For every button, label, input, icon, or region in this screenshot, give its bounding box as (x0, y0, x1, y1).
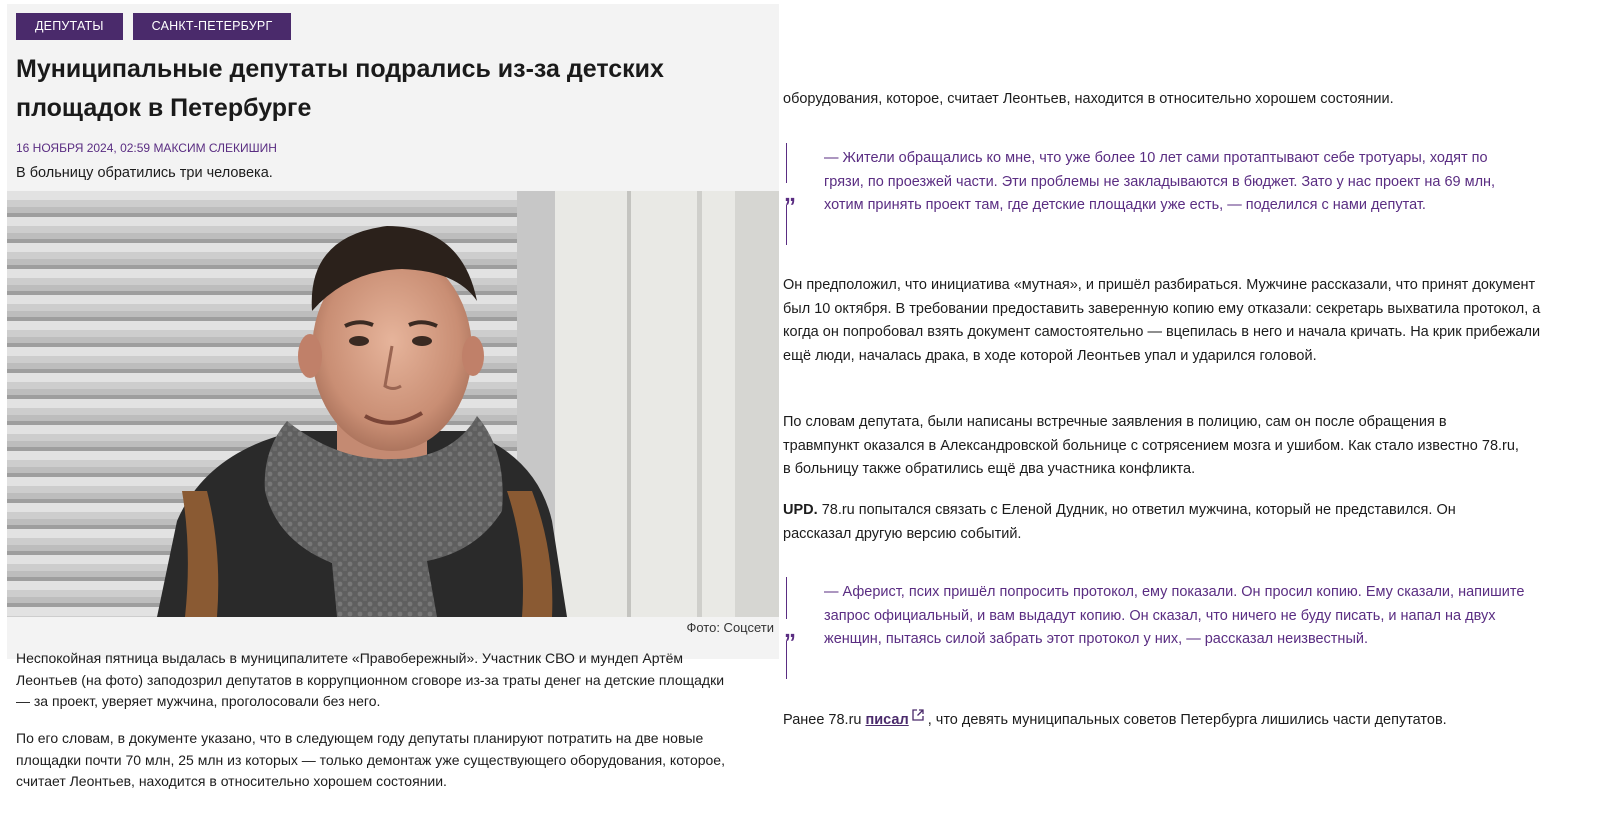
quote-text-1: — Жители обращались ко мне, что уже более 10 лет сами протаптывают себе тротуары, ходят по грязи, по проезжей части. Эти проблемы не закладываются в бюджет. Зато у нас проект на 69 млн, хотим принять проект там, где детские площадки уже есть, — поделился с нами депутат. (824, 150, 1496, 213)
article-header-panel (7, 4, 779, 659)
article-date: 16 НОЯБРЯ 2024, 02:59 (16, 141, 151, 155)
body-paragraph-4: По словам депутата, были написаны встречные заявления в полицию, сам он после обращения в травмпункт оказался в Александровской больнице с сотрясением мозга и ушибом. Как стало известно 78.ru, в больницу также обратились ещё два участника конфликта. (783, 414, 1519, 477)
quote-icon: „ (784, 180, 796, 207)
article-author[interactable]: МАКСИМ СЛЕКИШИН (153, 141, 277, 155)
earlier-suffix: , что девять муниципальных советов Петербурга лишились части депутатов. (927, 712, 1447, 728)
update-paragraph (783, 499, 1523, 546)
external-link-icon (912, 709, 924, 721)
earlier-prefix: Ранее 78.ru (783, 712, 862, 728)
article-lead: В больницу обратились три человека. (16, 165, 273, 181)
body-paragraph-3: Он предположил, что инициатива «мутная», и пришёл разбираться. Мужчине рассказали, что принят документ был 10 октября. В требовании предоставить заверенную копию ему отказали: секретарь выхватила протокол, а когда он попробовал взять документ самостоятельно — вцепилась в него и начала кричать. На крик прибежали ещё люди, началась драка, в ходе которой Леонтьев упал и ударился головой. (783, 277, 1541, 364)
quote-block-2 (786, 577, 1527, 679)
article-title: Муниципальные депутаты подрались из-за детских площадок в Петербурге (16, 55, 664, 122)
earlier-article-link[interactable]: писал (865, 712, 909, 728)
earlier-paragraph (783, 709, 1583, 733)
body-paragraph-2: По его словам, в документе указано, что в следующем году депутаты планируют потратить на две новые площадки почти 70 млн, 25 млн из которых — только демонтаж уже существующего оборудования, которое, считает Леонтьев, находится в относительно хорошем состоянии. (16, 730, 725, 789)
body-paragraph-1: Неспокойная пятница выдалась в муниципалитете «Правобережный». Участник СВО и мундеп Артём Леонтьев (на фото) заподозрил депутатов в коррупционном сговоре из-за траты денег на детские площадки — за проект, уверяет мужчина, проголосовали без него. (16, 650, 725, 709)
update-text: 78.ru попытался связать с Еленой Дудник, но ответил мужчина, который не представился. Он рассказал другую версию событий. (783, 502, 1456, 542)
update-label: UPD. (783, 502, 818, 518)
quote-text-2: — Аферист, псих пришёл попросить протокол, ему показали. Он просил копию. Ему сказали, напишите запрос официальный, и вам выдадут копию. Он сказал, что ничего не буду писать, и напал на двух женщин, пытаясь силой забрать этот протокол у них, — рассказал неизвестный. (824, 584, 1525, 647)
article-photo (7, 191, 779, 617)
tag-saint-petersburg[interactable]: САНКТ-ПЕТЕРБУРГ (133, 13, 292, 40)
portrait-photo-image (7, 191, 779, 617)
photo-caption: Фото: Соцсети (686, 620, 774, 635)
article-meta (16, 141, 277, 155)
quote-block-1 (786, 143, 1527, 245)
tag-deputies[interactable]: ДЕПУТАТЫ (16, 13, 123, 40)
tag-list (16, 13, 291, 40)
quote-icon: „ (784, 616, 796, 643)
body-continuation: оборудования, которое, считает Леонтьев, находится в относительно хорошем состоянии. (783, 91, 1394, 107)
